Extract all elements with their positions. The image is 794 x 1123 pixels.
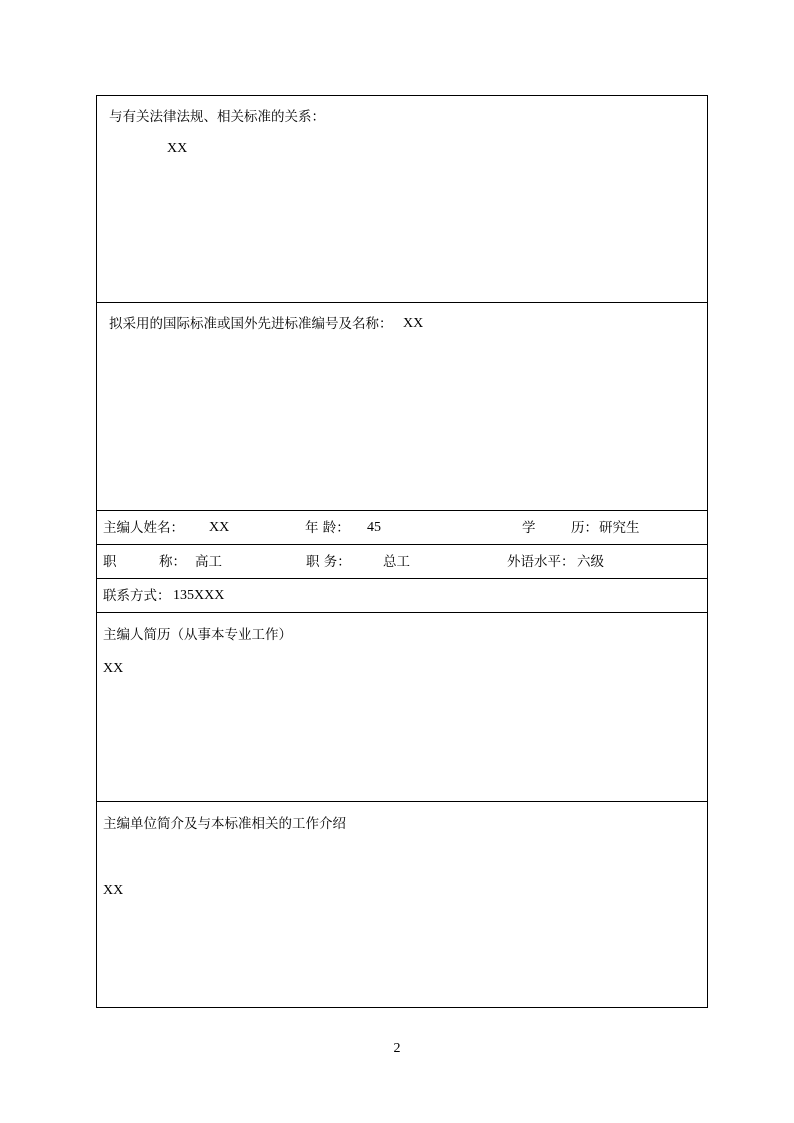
page-number: 2: [393, 1041, 401, 1056]
relation-section: [97, 96, 707, 303]
post-value: 总工: [383, 554, 410, 570]
title-value: 高工: [195, 554, 222, 570]
post-label: 职 务：: [306, 554, 351, 570]
contact-value: 135XXX: [173, 588, 225, 603]
relation-value: XX: [167, 141, 188, 156]
age-label: 年 龄：: [305, 520, 350, 536]
title-label-1: 职: [103, 554, 117, 570]
language-label: 外语水平：: [507, 554, 575, 570]
education-label-2: 历：: [571, 520, 598, 536]
intl-standard-section: [97, 303, 707, 511]
contact-row: [97, 579, 707, 613]
intl-standard-label: 拟采用的国际标准或国外先进标准编号及名称：: [109, 316, 393, 332]
education-value: 研究生: [599, 520, 640, 536]
unit-intro-value: XX: [103, 883, 124, 898]
editor-info-row: [97, 511, 707, 545]
unit-intro-section: [97, 802, 707, 1007]
editor-name-value: XX: [209, 520, 230, 535]
education-label-1: 学: [522, 520, 536, 536]
language-value: 六级: [577, 554, 604, 570]
intl-standard-value: XX: [403, 316, 424, 331]
age-value: 45: [367, 520, 381, 535]
relation-label: 与有关法律法规、相关标准的关系：: [109, 109, 325, 125]
standard-application-form: [96, 95, 708, 1008]
resume-value: XX: [103, 661, 124, 676]
resume-label: 主编人简历（从事本专业工作）: [103, 627, 292, 643]
resume-section: [97, 613, 707, 802]
contact-label: 联系方式：: [103, 588, 171, 604]
unit-intro-label: 主编单位简介及与本标准相关的工作介绍: [103, 816, 346, 832]
title-label-2: 称：: [159, 554, 186, 570]
title-info-row: [97, 545, 707, 579]
editor-name-label: 主编人姓名：: [103, 520, 184, 536]
